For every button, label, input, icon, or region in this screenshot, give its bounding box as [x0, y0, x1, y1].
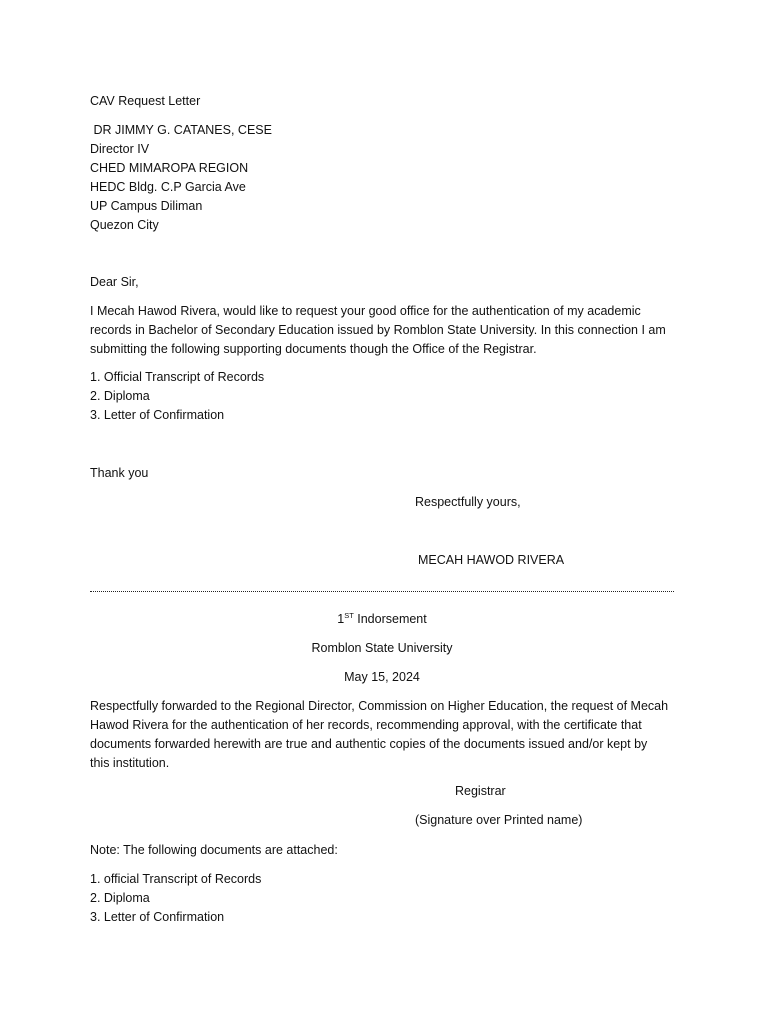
- body-line: Hawod Rivera for the authentication of her records, recommending approval, with the certificate that: [90, 718, 642, 732]
- indorsement-number: 1: [337, 612, 345, 626]
- recipient-address: [90, 121, 674, 235]
- registrar-label: Registrar: [455, 784, 506, 798]
- body-line: I Mecah Hawod Rivera, would like to request your good office for the authentication of my academic: [90, 304, 641, 318]
- body-line: this institution.: [90, 756, 170, 770]
- recipient-campus: UP Campus Diliman: [90, 199, 203, 213]
- letter-body: [90, 302, 674, 359]
- recipient-office: CHED MIMAROPA REGION: [90, 161, 249, 175]
- documents-list: [90, 368, 674, 425]
- list-item: 2. Diploma: [90, 389, 150, 403]
- indorsement-institution: Romblon State University: [311, 641, 453, 655]
- recipient-building: HEDC Bldg. C.P Garcia Ave: [90, 180, 246, 194]
- recipient-name: DR JIMMY G. CATANES, CESE: [90, 123, 272, 137]
- closing: Respectfully yours,: [415, 495, 521, 509]
- body-line: documents forwarded herewith are true and authentic copies of the documents issued and/or kept by: [90, 737, 648, 751]
- thank-you: Thank you: [90, 466, 149, 480]
- recipient-position: Director IV: [90, 142, 150, 156]
- signatory-name: MECAH HAWOD RIVERA: [418, 553, 565, 567]
- list-item: 2. Diploma: [90, 891, 150, 905]
- body-line: records in Bachelor of Secondary Education issued by Romblon State University. In this connection I am: [90, 323, 666, 337]
- indorsement-body: [90, 697, 674, 773]
- indorsement-label: Indorsement: [353, 612, 427, 626]
- indorsement-heading: [90, 610, 674, 629]
- separator-line: [90, 583, 674, 592]
- list-item: 1. Official Transcript of Records: [90, 370, 265, 384]
- indorsement-superscript: ST: [344, 610, 354, 620]
- indorsement-date: May 15, 2024: [344, 670, 420, 684]
- salutation: Dear Sir,: [90, 275, 139, 289]
- letter-title: CAV Request Letter: [90, 94, 201, 108]
- body-line: submitting the following supporting documents though the Office of the Registrar.: [90, 342, 537, 356]
- list-item: 3. Letter of Confirmation: [90, 910, 225, 924]
- body-line: Respectfully forwarded to the Regional Director, Commission on Higher Education, the request of Mecah: [90, 699, 669, 713]
- list-item: 1. official Transcript of Records: [90, 872, 262, 886]
- list-item: 3. Letter of Confirmation: [90, 408, 225, 422]
- attachment-note: Note: The following documents are attached:: [90, 843, 338, 857]
- recipient-city: Quezon City: [90, 218, 159, 232]
- attached-list: [90, 870, 674, 927]
- signature-note: (Signature over Printed name): [415, 813, 583, 827]
